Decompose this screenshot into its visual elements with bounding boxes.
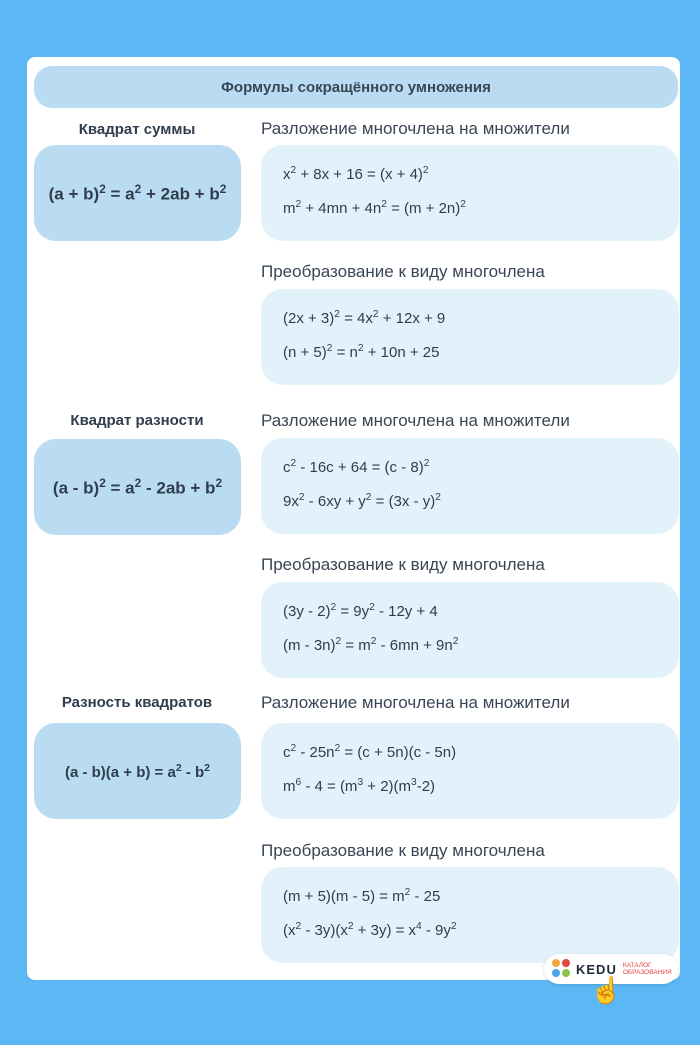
example-equation: $c^2 - 25n^2 = (c + 5n)(c - 5n)$ [283,743,457,761]
subtitle-factor: Разложение многочлена на множители [261,693,570,712]
example-equation: $(3y - 2)^2 = 9y^2 - 12y + 4$ [283,602,438,620]
examples-expand-3 [261,867,679,963]
hand-pointer-icon: ☝ [590,975,623,1005]
examples-factor-3 [261,723,679,819]
examples-expand-1 [261,289,679,385]
logo-dot [552,959,560,967]
subtitle-factor: Разложение многочлена на множители [261,119,570,138]
kedu-logo-icon [552,959,572,979]
logo-dot [552,969,560,977]
example-equation: $m^6 - 4 = (m^3 + 2)(m^3-2)$ [283,777,436,795]
subtitle-factor: Разложение многочлена на множители [261,411,570,430]
example-equation: $x^2 + 8x + 16 = (x + 4)^2$ [283,165,429,183]
logo-dot [562,959,570,967]
brand-subtitle-line1: КАТАЛОГ [622,962,652,969]
example-equation: $(n + 5)^2 = n^2 + 10n + 25$ [283,343,440,361]
examples-expand-2 [261,582,679,678]
subtitle-expand: Преобразование к виду многочлена [261,841,545,860]
example-equation: $(m + 5)(m - 5) = m^2 - 25$ [283,887,441,905]
formula-text: $(a - b)(a + b) = a^2 - b^2$ [64,761,211,781]
formula-difference-of-squares [34,723,241,819]
brand-name: KEDU [576,961,617,977]
formula-text: $(a + b)^2 = a^2 + 2ab + b^2$ [48,181,227,204]
formula-sum-square [34,145,241,241]
subtitle-expand: Преобразование к виду многочлена [261,262,545,281]
examples-factor-2 [261,438,679,534]
examples-factor-1 [261,145,679,241]
example-equation: $(m - 3n)^2 = m^2 - 6mn + 9n^2$ [283,636,459,654]
page-title: Формулы сокращённого умножения [34,66,678,108]
example-equation: $(x^2 - 3y)(x^2 + 3y) = x^4 - 9y^2$ [283,921,457,939]
example-equation: $9x^2 - 6xy + y^2 = (3x - y)^2$ [283,492,441,510]
example-equation: $m^2 + 4mn + 4n^2 = (m + 2n)^2$ [283,199,466,217]
section-title-difference-square: Квадрат разности [70,412,204,429]
formula-text: $(a - b)^2 = a^2 - 2ab + b^2$ [52,475,223,498]
subtitle-expand: Преобразование к виду многочлена [261,555,545,574]
logo-dot [562,969,570,977]
section-title-sum-square: Квадрат суммы [78,121,196,138]
formula-difference-square [34,439,241,535]
example-equation: $c^2 - 16c + 64 = (c - 8)^2$ [283,458,430,476]
section-title-difference-of-squares: Разность квадратов [61,694,213,711]
example-equation: $(2x + 3)^2 = 4x^2 + 12x + 9$ [283,309,446,327]
brand-subtitle-line2: ОБРАЗОВАНИЯ [622,969,672,976]
brand-subtitle [623,962,672,976]
